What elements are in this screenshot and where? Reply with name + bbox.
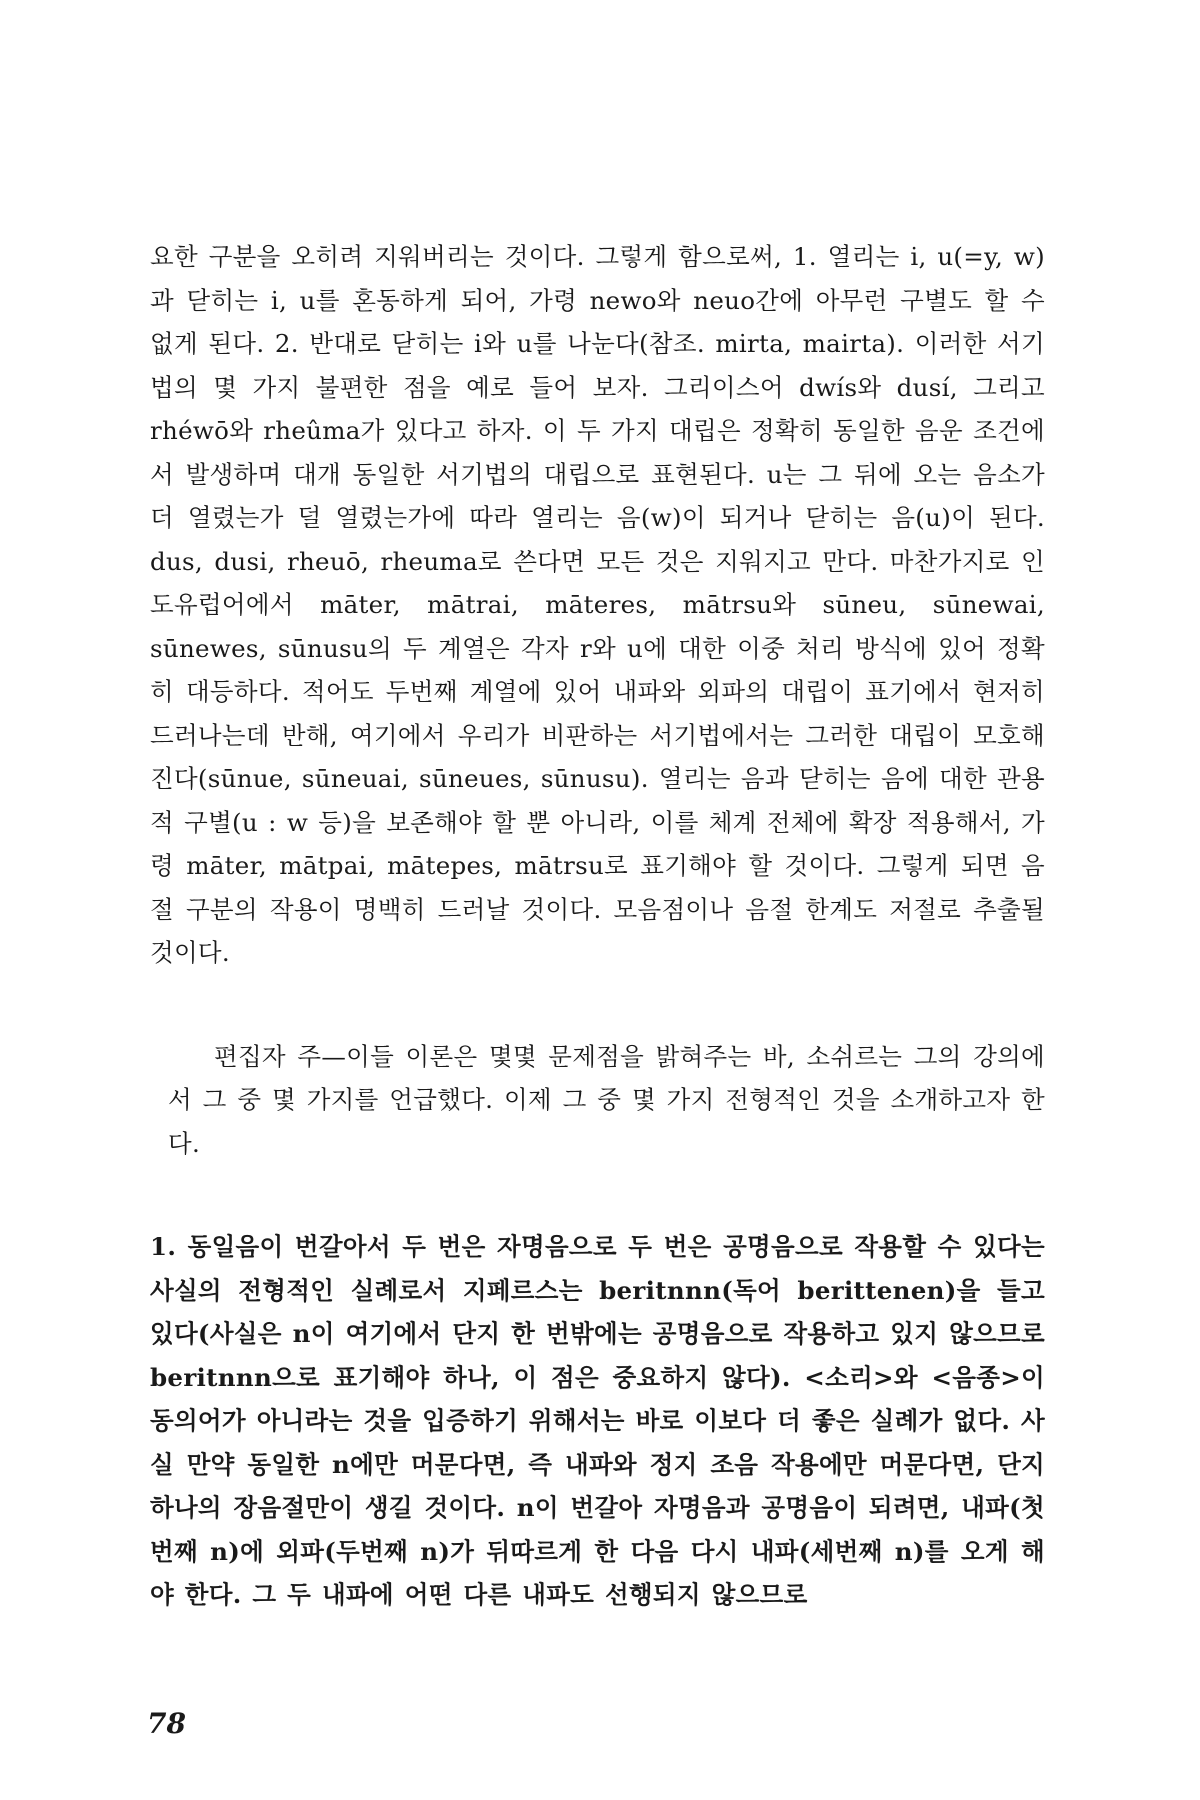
page-number: 78 — [147, 1707, 186, 1740]
body-paragraph: 요한 구분을 오히려 지워버리는 것이다. 그렇게 함으로써, 1. 열리는 i, u(=y, w)과 닫히는 i, u를 혼동하게 되어, 가령 newo와 neuo간에 아무런 구별도 할 수 없게 된다. 2. 반대로 닫히는 i와 u를 나눈다(참조. mirta, mairta). 이러한 서기법의 몇 가지 불편한 점을 예로 들어 보자. 그리이스어 dwís와 dusí, 그리고 rhéwō와 rheûma가 있다고 하자. 이 두 가지 대립은 정확히 동일한 음운 조건에서 발생하며 대개 동일한 서기법의 대립으로 표현된다. u는 그 뒤에 오는 음소가 더 열렸는가 덜 열렸는가에 따라 열리는 음(w)이 되거나 닫히는 음(u)이 된다. dus, dusi, rheuō, rheuma로 쓴다면 모든 것은 지워지고 만다. 마찬가지로 인도유럽어에서 māter, mātrai, māteres, mātrsu와 sūneu, sūnewai, sūnewes, sūnusu의 두 계열은 각자 r와 u에 대한 이중 처리 방식에 있어 정확히 대등하다. 적어도 두번째 계열에 있어 내파와 외파의 대립이 표기에서 현저히 드러나는데 반해, 여기에서 우리가 비판하는 서기법에서는 그러한 대립이 모호해진다(sūnue, sūneuai, sūneues, sūnusu). 열리는 음과 닫히는 음에 대한 관용적 구별(u : w 등)을 보존해야 할 뿐 아니라, 이를 체계 전체에 확장 적용해서, 가령 māter, mātpai, mātepes, mātrsu로 표기해야 할 것이다. 그렇게 되면 음절 구분의 작용이 명백히 드러날 것이다. 모음점이나 음절 한계도 저절로 추출될 것이다. — [150, 242, 1045, 967]
page-body — [150, 235, 1045, 1617]
editor-note: 편집자 주—이들 이론은 몇몇 문제점을 밝혀주는 바, 소쉬르는 그의 강의에서 그 중 몇 가지를 언급했다. 이제 그 중 몇 가지 전형적인 것을 소개하고자 한다. — [168, 1041, 1045, 1158]
example-paragraph: 1. 동일음이 번갈아서 두 번은 자명음으로 두 번은 공명음으로 작용할 수 있다는 사실의 전형적인 실례로서 지페르스는 beritnnn(독어 berittenen)을 들고 있다(사실은 n이 여기에서 단지 한 번밖에는 공명음으로 작용하고 있지 않으므로 beritnnn으로 표기해야 하나, 이 점은 중요하지 않다). <소리>와 <음종>이 동의어가 아니라는 것을 입증하기 위해서는 바로 이보다 더 좋은 실례가 없다. 사실 만약 동일한 n에만 머문다면, 즉 내파와 정지 조음 작용에만 머문다면, 단지 하나의 장음절만이 생길 것이다. n이 번갈아 자명음과 공명음이 되려면, 내파(첫번째 n)에 외파(두번째 n)가 뒤따르게 한 다음 다시 내파(세번째 n)를 오게 해야 한다. 그 두 내파에 어떤 다른 내파도 선행되지 않으므로 — [150, 1232, 1045, 1609]
